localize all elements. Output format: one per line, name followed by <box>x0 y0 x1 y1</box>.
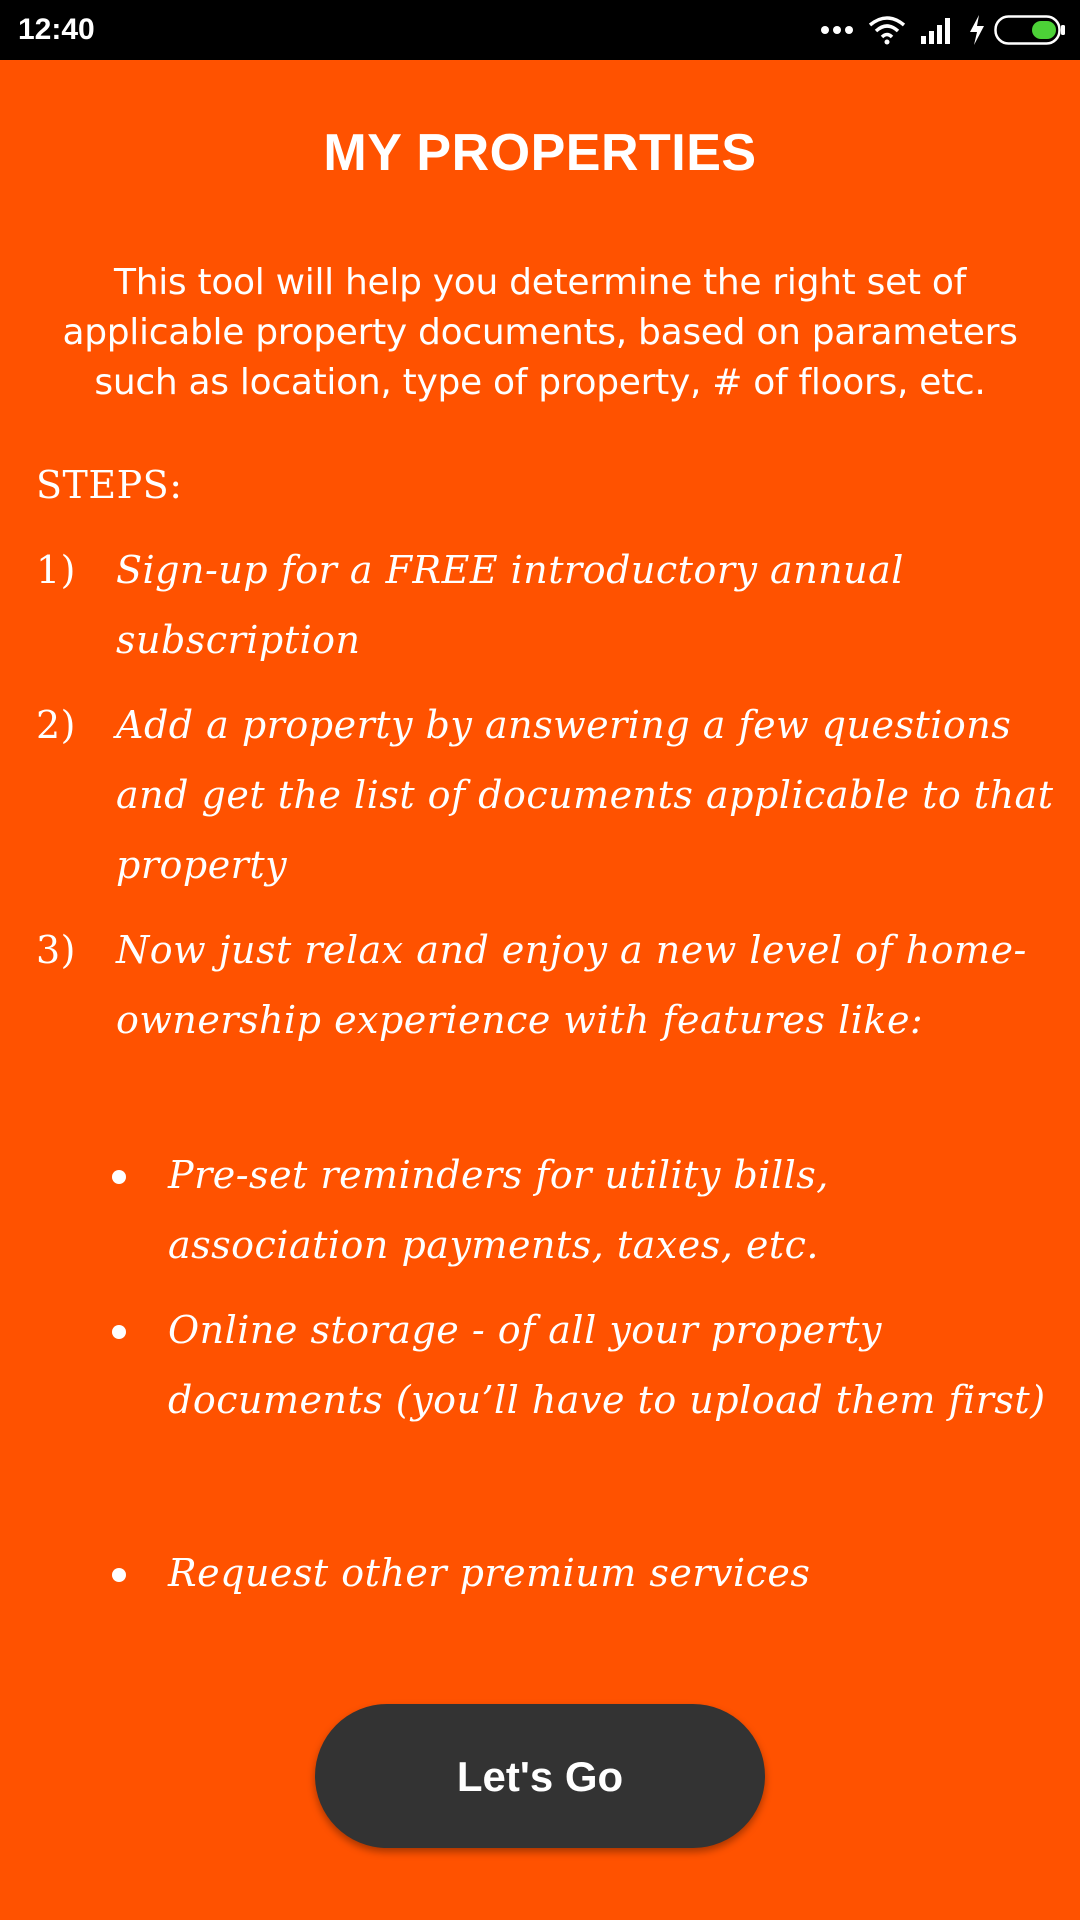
step-number: 1) <box>36 548 77 592</box>
step-text: Add a property by answering a few questions and get the list of documents applicable to that property <box>116 703 1054 887</box>
battery-icon <box>994 15 1066 45</box>
step-number: 3) <box>36 928 77 972</box>
wifi-icon <box>868 15 906 45</box>
bullet-dot-icon <box>112 1170 126 1184</box>
step-number: 2) <box>36 703 77 747</box>
bullet-dot-icon <box>112 1325 126 1339</box>
step-text: Sign-up for a FREE introductory annual subscription <box>116 548 904 662</box>
feature-text: Request other premium services <box>168 1551 811 1595</box>
more-dots-icon <box>820 25 854 35</box>
lets-go-button[interactable]: Let's Go <box>315 1704 765 1848</box>
steps-heading: STEPS: <box>36 463 183 507</box>
feature-text: Online storage - of all your property documents (you’ll have to upload them first) <box>168 1308 1046 1422</box>
bullet-dot-icon <box>112 1568 126 1582</box>
page-title: MY PROPERTIES <box>323 124 757 182</box>
feature-text: Pre-set reminders for utility bills, association payments, taxes, etc. <box>168 1153 829 1267</box>
status-icons <box>806 12 1066 48</box>
status-time: 12:40 <box>18 13 95 46</box>
status-bar <box>0 0 1080 60</box>
signal-icon <box>920 16 954 44</box>
intro-text: This tool will help you determine the right set of applicable property documents, based on parameters such as location, type of property, # of floors, etc. <box>62 262 1018 403</box>
step-text: Now just relax and enjoy a new level of home-ownership experience with features like: <box>116 928 1027 1042</box>
charging-icon <box>968 15 986 45</box>
